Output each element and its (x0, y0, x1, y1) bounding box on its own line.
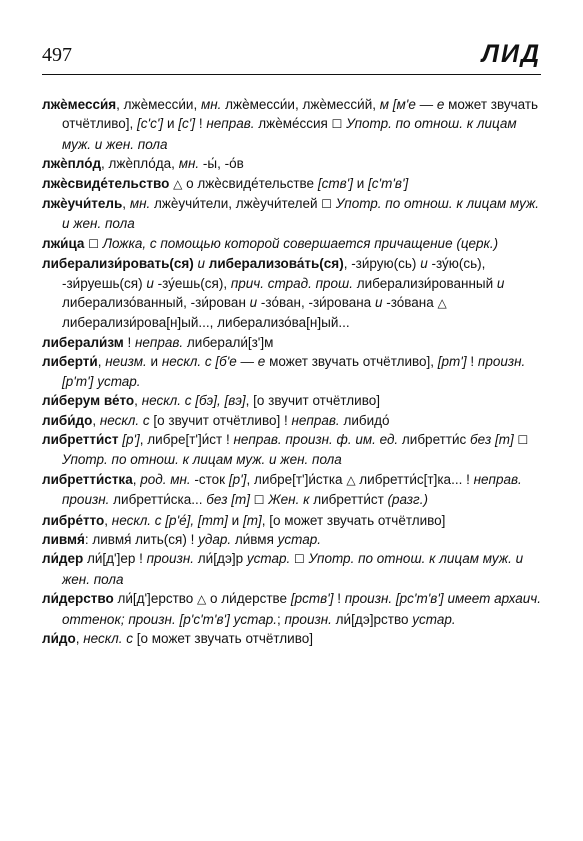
entry-text: , либре[т']и́стка (246, 471, 347, 487)
italic-text: неправ. (206, 116, 255, 132)
entry-text: ! (466, 354, 478, 370)
entry-liberalizirovat (42, 254, 541, 333)
italic-text: [ств'] (317, 175, 353, 191)
symbol-icon: △ (173, 176, 183, 191)
entry-lider (42, 549, 541, 589)
italic-text: [рт'] (437, 354, 467, 370)
entry-text: лжѐучи́тели, лжѐучи́телей (150, 196, 322, 212)
italic-text: [р'] (228, 471, 247, 487)
headword: либретти́ст (42, 431, 119, 447)
entry-text: ли́[дэ]рство (331, 611, 413, 627)
headword: ли́дерство (42, 591, 114, 607)
entry-libretto (42, 511, 541, 530)
entry-text: , лжѐпло́да, (101, 156, 179, 172)
entries-list (42, 95, 541, 648)
symbol-icon: ☐ (294, 552, 305, 567)
entry-liberti (42, 352, 541, 391)
entry-text: ли́[д']ер ! (83, 551, 147, 567)
headword: ли́дер (42, 551, 84, 567)
entry-text: , (97, 354, 106, 370)
entry-text: либретти́с[т]ка... ! (355, 471, 474, 487)
entry-text: и (352, 175, 368, 191)
entry-text: , [о звучит отчётливо] (245, 393, 380, 409)
entry-text: либретти́ст (309, 492, 388, 508)
italic-text: [рств'] (290, 591, 334, 607)
headword: лжѐучи́тель (42, 196, 123, 212)
entry-text: ли́[д']ерство (113, 591, 198, 607)
entry-text: [о может звучать отчётливо] (133, 630, 313, 646)
headword: либи́до (42, 412, 93, 428)
entry-text: либерали́[з']м (183, 334, 274, 350)
entry-liberum-veto (42, 391, 541, 410)
italic-text: и (249, 295, 258, 311)
symbol-icon: △ (197, 592, 207, 607)
italic-text: [с'с'] (137, 116, 164, 132)
symbol-icon: △ (437, 296, 447, 311)
entry-text: -зо́ван, -зи́рована (257, 295, 375, 311)
italic-text: и (146, 275, 154, 291)
headword: ливмя́ (42, 531, 85, 547)
italic-text: имеет архаич. оттенок; произн. [р'с'т'в'] (62, 591, 541, 627)
page-number: 497 (42, 44, 72, 66)
italic-text: прич. страд. прош. (230, 275, 354, 291)
entry-text: лжѐме́ссия (254, 116, 332, 132)
entry-text: -ы́, -о́в (199, 156, 244, 172)
entry-text: о ли́дерстве (206, 591, 291, 607)
italic-text: неправ. произн. (62, 471, 522, 508)
headword: ли́берум ве́то (42, 393, 135, 409)
entry-livmya (42, 530, 541, 549)
italic-text: без [т] (470, 431, 514, 447)
headword: либерти́ (42, 354, 98, 370)
italic-text: мн. (200, 97, 222, 112)
italic-text: без [т] (206, 492, 250, 508)
italic-text: (разг.) (387, 492, 428, 508)
symbol-icon: ☐ (253, 493, 265, 508)
entry-text: ! (123, 334, 135, 350)
entry-text: , (122, 196, 130, 212)
entry-text: либерализи́рованный (353, 275, 497, 291)
italic-text: нескл. с (99, 412, 150, 428)
entry-text: и (146, 354, 162, 370)
italic-text: и (374, 295, 383, 311)
headword: ли́до (42, 630, 76, 646)
italic-text: [с'т'в'] (368, 175, 409, 191)
entry-text: либидо́ (339, 412, 390, 428)
symbol-icon: ☐ (517, 432, 529, 447)
entry-text: может звучать отчётливо], (62, 97, 539, 132)
entry-libido (42, 411, 541, 430)
italic-text: устар. (246, 551, 291, 567)
entry-lido (42, 629, 541, 648)
entry-text: может звучать отчётливо], (265, 354, 438, 370)
headword: либретти́стка (42, 471, 133, 487)
italic-text: Употр. по отнош. к лицам муж. и жен. пола (62, 116, 517, 152)
entry-text: либерализо́ванный, -зи́рован (62, 295, 250, 311)
italic-text: и (193, 256, 209, 272)
entry-text: , либре[т']и́ст ! (139, 431, 234, 447)
headword: либре́тто (42, 512, 105, 528)
entry-text: либретти́ска... (109, 492, 207, 508)
symbol-icon: △ (346, 472, 356, 487)
entry-text: ! (195, 116, 207, 132)
entry-text: лжѐмесси́и, лжѐмесси́й, (221, 97, 380, 112)
italic-text: произн. [р'т'] (62, 354, 526, 389)
entry-lzheuchitel (42, 194, 541, 234)
italic-text: [т] (242, 512, 262, 528)
entry-text: [о звучит отчётливо] ! (149, 412, 292, 428)
entry-text: о лжѐсвиде́тельстве (182, 175, 318, 191)
entry-lzhesvidetelstvo (42, 174, 541, 194)
headword: лжи́ца (42, 235, 85, 251)
entry-text: -зу́ешь(ся), (153, 275, 231, 291)
entry-text: ли́[дэ]р (194, 551, 247, 567)
italic-text: устар. (97, 373, 141, 389)
headword: либерализи́ровать(ся) (42, 256, 194, 272)
italic-text: удар. (198, 531, 232, 547)
italic-text: неизм. (105, 354, 147, 370)
entry-text: , [о может звучать отчётливо] (261, 512, 446, 528)
italic-text: произн. (284, 611, 332, 627)
italic-text: Ложка, с помощью которой совершается причащение (церк.) (98, 235, 499, 251)
italic-text: [с'] (178, 116, 196, 132)
entry-lzhemessiya (42, 95, 541, 154)
entry-text: ; (276, 611, 285, 627)
entry-text: , (134, 393, 142, 409)
italic-text: неправ. произн. ф. им. ед. (233, 431, 399, 447)
headword: лжѐсвиде́тельство (42, 175, 170, 191)
italic-text: род. мн. (140, 471, 191, 487)
entry-text: ! (333, 591, 345, 607)
entry-text: : ливмя́ лить(ся) ! (84, 531, 199, 547)
entry-librettistka (42, 470, 541, 511)
entry-text: , (92, 412, 100, 428)
entry-text: и (163, 116, 179, 132)
entry-text: ли́вмя (231, 531, 278, 547)
headword: лжѐпло́д (42, 156, 102, 172)
entry-text: и (227, 512, 243, 528)
entry-text: либретти́с (398, 431, 471, 447)
entry-text: , (104, 512, 112, 528)
italic-text: мн. (129, 196, 151, 212)
italic-text: произн. (146, 551, 195, 567)
headword: либерали́зм (42, 334, 124, 350)
italic-text: и (420, 256, 428, 272)
italic-text: Употр. по отнош. к лицам муж. и жен. пола (62, 196, 540, 232)
symbol-icon: ☐ (331, 117, 343, 132)
entry-text: , лжѐмесси́и, (116, 97, 201, 112)
entry-liderstvo (42, 589, 541, 629)
symbol-icon: ☐ (321, 197, 333, 212)
entry-lzheplod (42, 154, 541, 173)
italic-text: нескл. с [бэ], [вэ] (141, 393, 246, 409)
running-head: ЛИД (481, 40, 541, 68)
entry-text: либерализи́рова[н]ый..., либерализо́ва[н]ый... (62, 315, 350, 331)
italic-text: [р'] (122, 431, 140, 447)
entry-liberalizm (42, 333, 541, 352)
italic-text: Употр. по отнош. к лицам муж. и жен. пола (62, 452, 342, 468)
italic-text: произн. [рс'т'в'] (344, 591, 444, 607)
entry-librettist (42, 430, 541, 470)
entry-text: , (75, 630, 84, 646)
italic-text: неправ. (291, 412, 340, 428)
italic-text: устар. (233, 611, 277, 627)
entry-text: , (132, 471, 141, 487)
entry-text: , -зи́рую(сь) (343, 256, 421, 272)
italic-text: нескл. с (83, 630, 133, 646)
italic-text: и (496, 275, 505, 291)
headword: лжѐмесси́я (42, 97, 117, 112)
italic-text: устар. (277, 531, 322, 547)
page-header (42, 40, 541, 75)
headword: либерализова́ть(ся) (208, 256, 344, 272)
italic-text: нескл. с [р'е́], [тт] (111, 512, 228, 528)
entry-text: -зо́вана (382, 295, 438, 311)
symbol-icon: ☐ (88, 236, 99, 251)
italic-text: мн. (178, 156, 200, 172)
italic-text: нескл. с [б'е — е (161, 354, 266, 370)
italic-text: м [м'е — е (379, 97, 445, 112)
italic-text: устар. (412, 611, 456, 627)
italic-text: Употр. по отнош. к лицам муж. и жен. пола (62, 551, 524, 587)
entry-lzhitsa (42, 234, 541, 254)
italic-text: Жен. к (264, 492, 310, 508)
entry-text: -сток (190, 471, 229, 487)
italic-text: неправ. (134, 334, 184, 350)
entry-text: -зу́ю(сь), -зи́руешь(ся) (62, 256, 486, 291)
